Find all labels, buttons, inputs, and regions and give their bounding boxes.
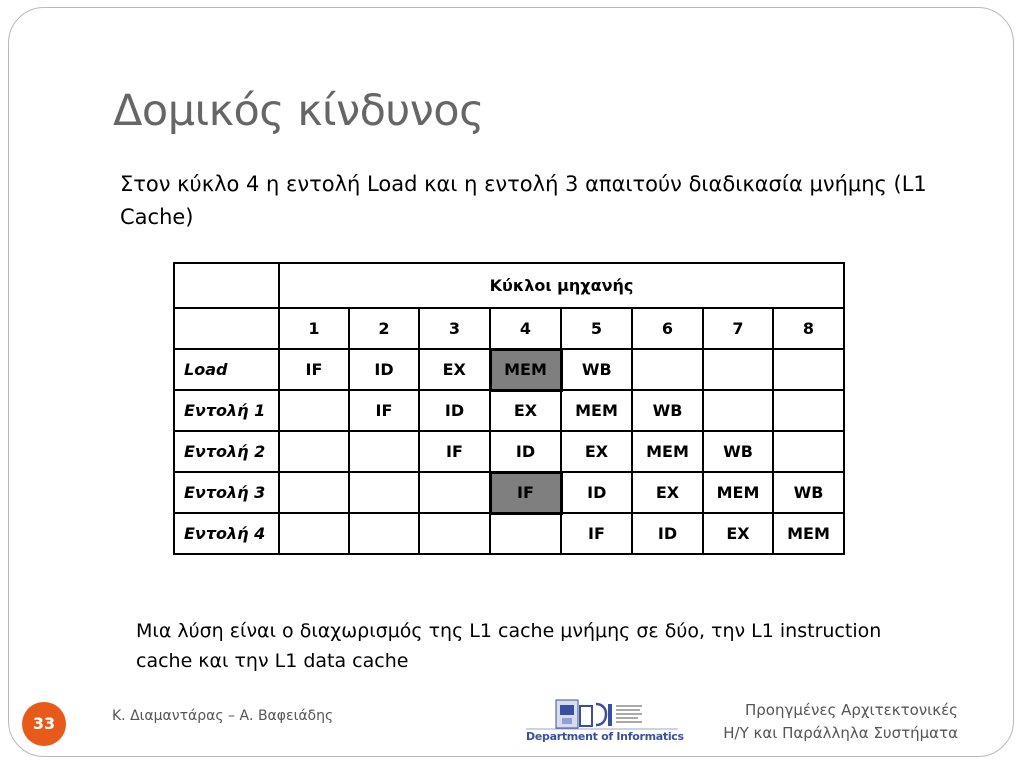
stage-cell xyxy=(773,349,844,390)
stage-cell xyxy=(419,513,490,554)
stage-cell: IF xyxy=(279,349,349,390)
table-row-instr3 xyxy=(174,472,844,513)
row-label: Εντολή 2 xyxy=(174,431,279,472)
cycle-number: 5 xyxy=(561,308,632,349)
page-number-badge: 33 xyxy=(22,702,66,746)
row-label: Εντολή 3 xyxy=(174,472,279,513)
footer-course-line1: Προηγμένες Αρχιτεκτονικές xyxy=(745,701,958,719)
stage-cell: MEM xyxy=(561,390,632,431)
cycle-number: 1 xyxy=(279,308,349,349)
slide-title: Δομικός κίνδυνος xyxy=(113,86,484,136)
row-label: Εντολή 4 xyxy=(174,513,279,554)
table-row-instr1 xyxy=(174,390,844,431)
department-logo-icon xyxy=(526,696,678,732)
row-label: Load xyxy=(174,349,279,390)
stage-cell xyxy=(419,472,490,513)
row-label: Εντολή 1 xyxy=(174,390,279,431)
cycles-header: Κύκλοι μηχανής xyxy=(279,263,844,308)
stage-cell xyxy=(349,513,419,554)
stage-cell: WB xyxy=(561,349,632,390)
stage-cell: WB xyxy=(703,431,773,472)
stage-cell: EX xyxy=(490,390,561,431)
stage-cell: EX xyxy=(561,431,632,472)
stage-cell-conflict: IF xyxy=(490,472,561,513)
stage-cell xyxy=(279,431,349,472)
footer-course-line2: Η/Υ και Παράλληλα Συστήματα xyxy=(723,724,958,742)
stage-cell: EX xyxy=(703,513,773,554)
cycle-number: 4 xyxy=(490,308,561,349)
stage-cell: ID xyxy=(561,472,632,513)
stage-cell xyxy=(773,390,844,431)
table-row-instr2 xyxy=(174,431,844,472)
stage-cell: ID xyxy=(349,349,419,390)
cycle-number: 3 xyxy=(419,308,490,349)
stage-cell xyxy=(279,390,349,431)
stage-cell-conflict: MEM xyxy=(490,349,561,390)
stage-cell: ID xyxy=(632,513,703,554)
stage-cell: MEM xyxy=(703,472,773,513)
pipeline-table xyxy=(173,262,845,555)
cycle-number: 7 xyxy=(703,308,773,349)
cycle-number-row xyxy=(174,308,844,349)
stage-cell: MEM xyxy=(773,513,844,554)
cycle-corner-cell xyxy=(174,308,279,349)
cycle-number: 2 xyxy=(349,308,419,349)
table-row-instr4 xyxy=(174,513,844,554)
stage-cell xyxy=(703,390,773,431)
stage-cell: IF xyxy=(419,431,490,472)
stage-cell xyxy=(279,472,349,513)
table-row-load xyxy=(174,349,844,390)
stage-cell: MEM xyxy=(632,431,703,472)
cycle-number: 8 xyxy=(773,308,844,349)
stage-cell xyxy=(279,513,349,554)
cycle-number: 6 xyxy=(632,308,703,349)
solution-text: Μια λύση είναι ο διαχωρισμός της L1 cache μνήμης σε δύο, την L1 instruction cache και την L1 data cache xyxy=(136,620,882,672)
footer-authors: Κ. Διαμαντάρας – Α. Βαφειάδης xyxy=(112,708,334,724)
table-header-row xyxy=(174,263,844,308)
stage-cell: EX xyxy=(632,472,703,513)
intro-text: Στον κύκλο 4 η εντολή Load και η εντολή 3 απαιτούν διαδικασία μνήμης (L1 Cache) xyxy=(120,172,927,229)
stage-cell: ID xyxy=(419,390,490,431)
department-logo xyxy=(526,696,684,746)
table-corner-cell xyxy=(174,263,279,308)
stage-cell xyxy=(349,472,419,513)
stage-cell xyxy=(632,349,703,390)
stage-cell xyxy=(773,431,844,472)
footer-course xyxy=(723,699,958,745)
stage-cell: WB xyxy=(773,472,844,513)
stage-cell: IF xyxy=(561,513,632,554)
logo-caption: Department of Informatics xyxy=(526,730,684,743)
stage-cell: EX xyxy=(419,349,490,390)
stage-cell xyxy=(703,349,773,390)
stage-cell xyxy=(349,431,419,472)
stage-cell xyxy=(490,513,561,554)
stage-cell: WB xyxy=(632,390,703,431)
stage-cell: ID xyxy=(490,431,561,472)
stage-cell: IF xyxy=(349,390,419,431)
